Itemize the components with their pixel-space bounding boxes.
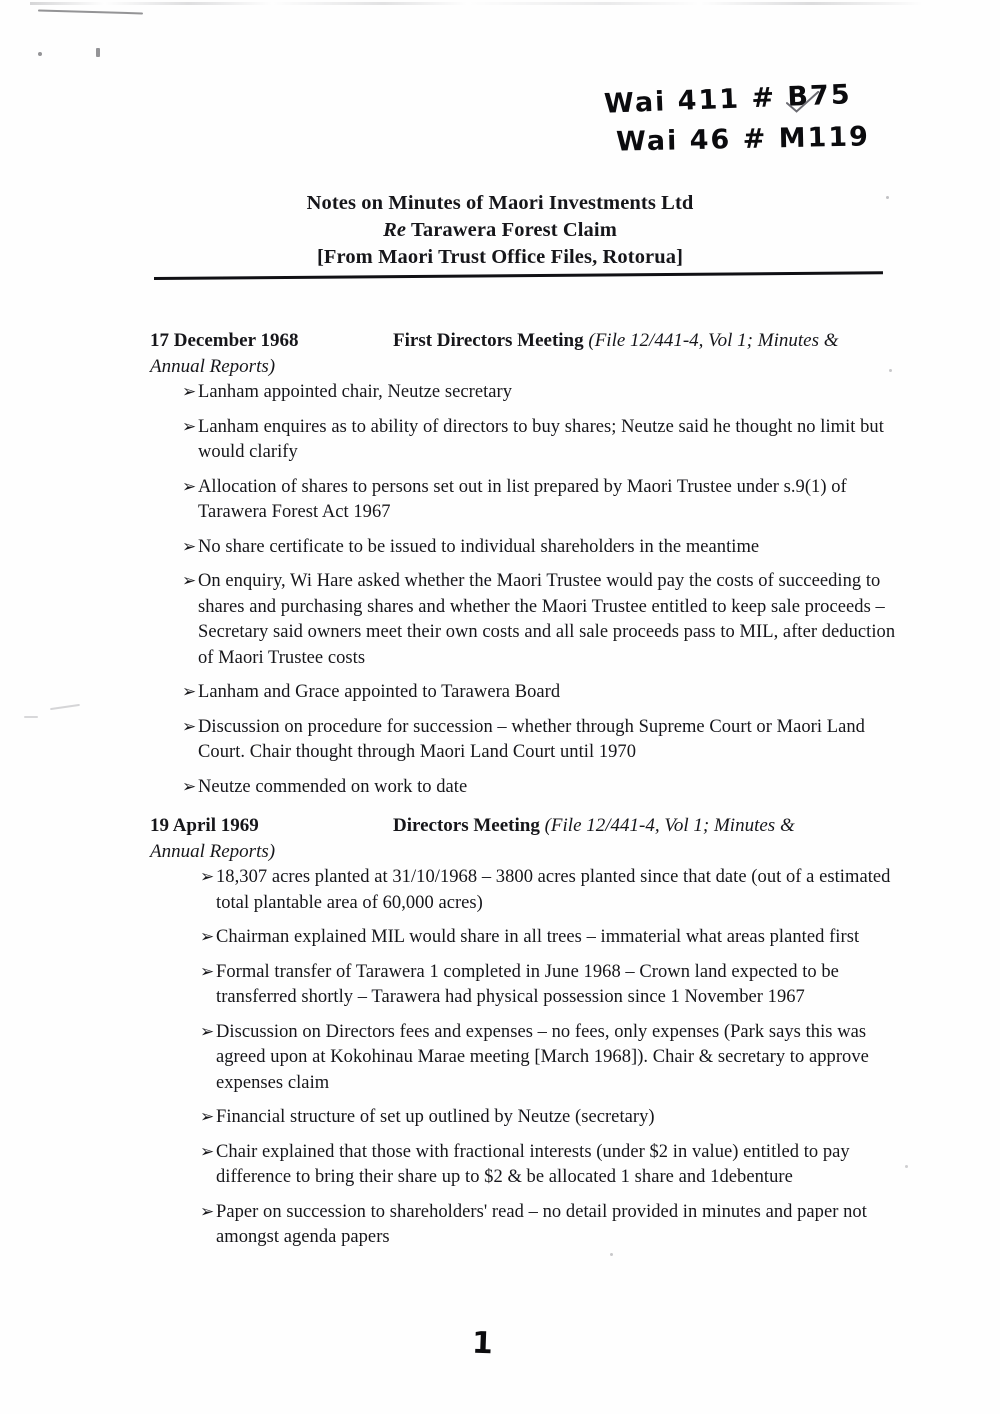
list-item xyxy=(150,925,910,951)
arrow-bullet-icon: ➢ xyxy=(182,776,197,797)
list-item-text: Chairman explained MIL would share in all trees – immaterial what areas planted first xyxy=(216,927,860,947)
section-1-date: 17 December 1968 xyxy=(150,330,299,351)
section-2-bullet-list xyxy=(150,865,910,1251)
arrow-bullet-icon: ➢ xyxy=(182,416,197,437)
arrow-bullet-icon: ➢ xyxy=(200,1021,215,1042)
list-item-text: Neutze commended on work to date xyxy=(198,776,468,797)
section-2-heading xyxy=(150,813,910,864)
list-item-text: Discussion on Directors fees and expenses – no fees, only expenses (Park says this was agreed upon at Kokohinau Marae meeting [March 1968]). Chair & secretary to approve expenses claim xyxy=(216,1021,869,1093)
list-item xyxy=(150,569,910,671)
meeting-section-1 xyxy=(150,328,910,800)
document-title xyxy=(0,190,1000,271)
list-item xyxy=(150,715,910,766)
section-2-date: 19 April 1969 xyxy=(150,815,259,836)
section-1-heading xyxy=(150,328,910,379)
list-item xyxy=(150,1105,910,1131)
section-2-file-reference: (File 12/441-4, Vol 1; Minutes & xyxy=(544,815,795,836)
section-1-file-reference: (File 12/441-4, Vol 1; Minutes & xyxy=(588,330,839,351)
list-item xyxy=(150,960,910,1011)
list-item xyxy=(150,865,910,916)
arrow-bullet-icon: ➢ xyxy=(182,571,197,591)
arrow-bullet-icon: ➢ xyxy=(182,536,197,557)
meeting-section-2 xyxy=(150,813,910,1251)
scan-speck xyxy=(610,1253,613,1256)
arrow-bullet-icon: ➢ xyxy=(182,716,197,737)
scan-artifact-top-edge xyxy=(30,2,960,5)
scan-speck xyxy=(96,48,100,57)
list-item-text: Chair explained that those with fractional interests (under $2 in value) entitled to pay difference to bring their share up to $2 & be allocated 1 share and 1debenture xyxy=(216,1141,850,1187)
list-item xyxy=(150,1020,910,1097)
handwritten-reference-line-1: Wai 411 # B75 xyxy=(603,79,853,120)
title-claim-text: Tarawera Forest Claim xyxy=(406,219,617,241)
handwritten-reference-line-2: Wai 46 # M119 xyxy=(615,121,871,158)
arrow-bullet-icon: ➢ xyxy=(200,927,215,947)
check-mark-icon xyxy=(785,91,820,115)
scan-speck xyxy=(38,52,42,56)
section-1-meeting-title: First Directors Meeting xyxy=(393,330,584,351)
section-1-bullet-list xyxy=(150,380,910,800)
arrow-bullet-icon: ➢ xyxy=(182,476,197,497)
title-line-1: Notes on Minutes of Maori Investments Ltd xyxy=(306,192,694,214)
list-item-text: Allocation of shares to persons set out in list prepared by Maori Trustee under s.9(1) of Tarawera Forest Act 1967 xyxy=(198,476,847,522)
arrow-bullet-icon: ➢ xyxy=(200,1107,215,1127)
arrow-bullet-icon: ➢ xyxy=(200,1141,215,1162)
list-item-text: Lanham and Grace appointed to Tarawera Board xyxy=(198,682,561,702)
list-item-text: Discussion on procedure for succession – whether through Supreme Court or Maori Land Court. Chair thought through Maori Land Court until 1970 xyxy=(198,716,865,762)
section-2-meeting-title: Directors Meeting xyxy=(393,815,540,836)
list-item-text: On enquiry, Wi Hare asked whether the Maori Trustee would pay the costs of succeeding to shares and purchasing shares and whether the Maori Trustee entitled to keep sale proceeds – Secretary said owners meet their own costs and all sale proceeds pass to MIL, after deduction of Maori Trustee costs xyxy=(198,571,896,668)
list-item-text: Lanham enquires as to ability of directors to buy shares; Neutze said he thought no limit but would clarify xyxy=(198,416,884,462)
title-re-italic: Re xyxy=(383,219,407,241)
arrow-bullet-icon: ➢ xyxy=(200,961,215,982)
list-item xyxy=(150,775,910,801)
section-1-file-reference-cont: Annual Reports) xyxy=(150,356,276,377)
list-item-text: No share certificate to be issued to individual shareholders in the meantime xyxy=(198,536,760,557)
list-item xyxy=(150,1200,910,1251)
list-item xyxy=(150,1140,910,1191)
list-item-text: Formal transfer of Tarawera 1 completed in June 1968 – Crown land expected to be transferred shortly – Tarawera had physical possession since 1 November 1967 xyxy=(216,961,839,1007)
arrow-bullet-icon: ➢ xyxy=(182,682,197,702)
list-item xyxy=(150,475,910,526)
arrow-bullet-icon: ➢ xyxy=(200,1201,215,1222)
arrow-bullet-icon: ➢ xyxy=(182,382,197,402)
scan-speck xyxy=(50,704,80,710)
list-item-text: Paper on succession to shareholders' read – no detail provided in minutes and paper not amongst agenda papers xyxy=(216,1201,867,1247)
horizontal-divider xyxy=(154,271,883,279)
section-2-file-reference-cont: Annual Reports) xyxy=(150,841,276,862)
list-item xyxy=(150,380,910,406)
list-item-text: Financial structure of set up outlined by Neutze (secretary) xyxy=(216,1107,655,1127)
list-item-text: 18,307 acres planted at 31/10/1968 – 3800 acres planted since that date (out of a estimated total plantable area of 60,000 acres) xyxy=(216,867,891,913)
handwritten-page-number: 1 xyxy=(471,1325,494,1362)
scan-artifact-streak xyxy=(38,10,143,15)
arrow-bullet-icon: ➢ xyxy=(200,867,215,887)
scan-speck xyxy=(24,716,38,718)
title-line-2 xyxy=(0,217,1000,244)
list-item xyxy=(150,415,910,466)
list-item xyxy=(150,680,910,706)
title-line-3: [From Maori Trust Office Files, Rotorua] xyxy=(316,246,684,268)
list-item-text: Lanham appointed chair, Neutze secretary xyxy=(198,382,513,402)
list-item xyxy=(150,535,910,561)
